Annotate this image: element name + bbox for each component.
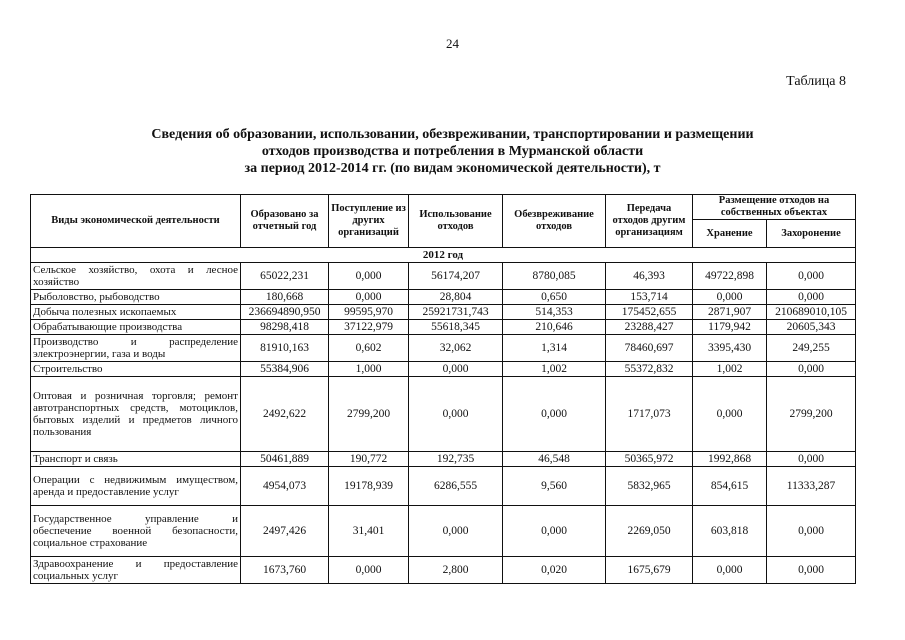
cell-received: 0,602 — [329, 335, 409, 362]
cell-neutralized: 0,020 — [503, 557, 606, 584]
cell-storage: 1992,868 — [693, 452, 767, 467]
cell-transferred: 1675,679 — [606, 557, 693, 584]
cell-formed: 4954,073 — [241, 467, 329, 506]
cell-transferred: 2269,050 — [606, 506, 693, 557]
table-row — [31, 377, 856, 452]
table-row — [31, 467, 856, 506]
cell-storage: 2871,907 — [693, 305, 767, 320]
cell-burial: 0,000 — [767, 290, 856, 305]
cell-used: 0,000 — [409, 506, 503, 557]
cell-formed: 55384,906 — [241, 362, 329, 377]
cell-transferred: 5832,965 — [606, 467, 693, 506]
header-burial: Захоронение — [767, 220, 856, 248]
cell-received: 190,772 — [329, 452, 409, 467]
cell-transferred: 23288,427 — [606, 320, 693, 335]
cell-used: 25921731,743 — [409, 305, 503, 320]
row-activity: Рыболовство, рыбоводство — [31, 290, 241, 305]
row-activity: Добыча полезных ископаемых — [31, 305, 241, 320]
page-number: 24 — [446, 36, 459, 51]
cell-received: 19178,939 — [329, 467, 409, 506]
cell-used: 56174,207 — [409, 263, 503, 290]
cell-formed: 98298,418 — [241, 320, 329, 335]
table-row — [31, 362, 856, 377]
table-label: Таблица 8 — [786, 74, 846, 89]
cell-transferred: 153,714 — [606, 290, 693, 305]
cell-received: 2799,200 — [329, 377, 409, 452]
cell-transferred: 175452,655 — [606, 305, 693, 320]
cell-received: 99595,970 — [329, 305, 409, 320]
cell-burial: 0,000 — [767, 452, 856, 467]
cell-transferred: 50365,972 — [606, 452, 693, 467]
cell-formed: 2492,622 — [241, 377, 329, 452]
row-activity: Сельское хозяйство, охота и лесное хозяйство — [31, 263, 241, 290]
cell-formed: 1673,760 — [241, 557, 329, 584]
cell-storage: 3395,430 — [693, 335, 767, 362]
cell-storage: 854,615 — [693, 467, 767, 506]
cell-burial: 0,000 — [767, 557, 856, 584]
cell-neutralized: 9,560 — [503, 467, 606, 506]
table-row — [31, 452, 856, 467]
cell-transferred: 55372,832 — [606, 362, 693, 377]
title-line-2: отходов производства и потребления в Мурманской области — [261, 144, 644, 159]
cell-storage: 1,002 — [693, 362, 767, 377]
table-row — [31, 335, 856, 362]
cell-used: 2,800 — [409, 557, 503, 584]
table-row — [31, 290, 856, 305]
row-activity: Строительство — [31, 362, 241, 377]
cell-storage: 0,000 — [693, 377, 767, 452]
row-activity: Оптовая и розничная торговля; ремонт автотранспортных средств, мотоциклов, бытовых изделий и предметов личного пользования — [31, 377, 241, 452]
cell-used: 55618,345 — [409, 320, 503, 335]
header-transferred: Передача отходов другим организациям — [606, 195, 693, 248]
cell-formed: 50461,889 — [241, 452, 329, 467]
cell-storage: 603,818 — [693, 506, 767, 557]
cell-neutralized: 210,646 — [503, 320, 606, 335]
table-row — [31, 263, 856, 290]
cell-burial: 20605,343 — [767, 320, 856, 335]
cell-neutralized: 0,650 — [503, 290, 606, 305]
cell-burial: 0,000 — [767, 263, 856, 290]
year-row: 2012 год — [31, 248, 856, 263]
cell-formed: 81910,163 — [241, 335, 329, 362]
cell-received: 0,000 — [329, 263, 409, 290]
cell-burial: 210689010,105 — [767, 305, 856, 320]
cell-burial: 0,000 — [767, 506, 856, 557]
cell-transferred: 1717,073 — [606, 377, 693, 452]
cell-used: 28,804 — [409, 290, 503, 305]
cell-neutralized: 46,548 — [503, 452, 606, 467]
cell-burial: 0,000 — [767, 362, 856, 377]
cell-storage: 1179,942 — [693, 320, 767, 335]
cell-formed: 180,668 — [241, 290, 329, 305]
cell-used: 0,000 — [409, 362, 503, 377]
row-activity: Производство и распределение электроэнергии, газа и воды — [31, 335, 241, 362]
header-placement: Размещение отходов на собственных объектах — [693, 195, 856, 220]
cell-neutralized: 0,000 — [503, 377, 606, 452]
cell-formed: 236694890,950 — [241, 305, 329, 320]
title-line-1: Сведения об образовании, использовании, обезвреживании, транспортировании и размещении — [151, 127, 754, 142]
cell-formed: 65022,231 — [241, 263, 329, 290]
cell-used: 6286,555 — [409, 467, 503, 506]
cell-neutralized: 0,000 — [503, 506, 606, 557]
cell-burial: 249,255 — [767, 335, 856, 362]
header-used: Использование отходов — [409, 195, 503, 248]
cell-burial: 11333,287 — [767, 467, 856, 506]
cell-neutralized: 514,353 — [503, 305, 606, 320]
cell-neutralized: 1,002 — [503, 362, 606, 377]
table-row — [31, 305, 856, 320]
cell-burial: 2799,200 — [767, 377, 856, 452]
row-activity: Здравоохранение и предоставление социальных услуг — [31, 557, 241, 584]
cell-neutralized: 8780,085 — [503, 263, 606, 290]
document-title — [0, 126, 905, 177]
table-row — [31, 506, 856, 557]
cell-storage: 0,000 — [693, 290, 767, 305]
cell-received: 37122,979 — [329, 320, 409, 335]
cell-received: 0,000 — [329, 557, 409, 584]
cell-storage: 0,000 — [693, 557, 767, 584]
header-received: Поступление из других организаций — [329, 195, 409, 248]
header-storage: Хранение — [693, 220, 767, 248]
cell-transferred: 46,393 — [606, 263, 693, 290]
cell-neutralized: 1,314 — [503, 335, 606, 362]
cell-formed: 2497,426 — [241, 506, 329, 557]
title-line-3: за период 2012-2014 гг. (по видам экономической деятельности), т — [244, 161, 661, 176]
row-activity: Транспорт и связь — [31, 452, 241, 467]
cell-used: 192,735 — [409, 452, 503, 467]
cell-used: 0,000 — [409, 377, 503, 452]
cell-received: 1,000 — [329, 362, 409, 377]
cell-storage: 49722,898 — [693, 263, 767, 290]
cell-used: 32,062 — [409, 335, 503, 362]
cell-received: 31,401 — [329, 506, 409, 557]
cell-transferred: 78460,697 — [606, 335, 693, 362]
header-formed: Образовано за отчетный год — [241, 195, 329, 248]
cell-received: 0,000 — [329, 290, 409, 305]
waste-table — [30, 194, 856, 584]
row-activity: Обрабатывающие производства — [31, 320, 241, 335]
table-row — [31, 320, 856, 335]
row-activity: Операции с недвижимым имуществом, аренда и предоставление услуг — [31, 467, 241, 506]
header-neutralized: Обезвреживание отходов — [503, 195, 606, 248]
table-row — [31, 557, 856, 584]
header-activity: Виды экономической деятельности — [31, 195, 241, 248]
row-activity: Государственное управление и обеспечение военной безопасности, социальное страхование — [31, 506, 241, 557]
